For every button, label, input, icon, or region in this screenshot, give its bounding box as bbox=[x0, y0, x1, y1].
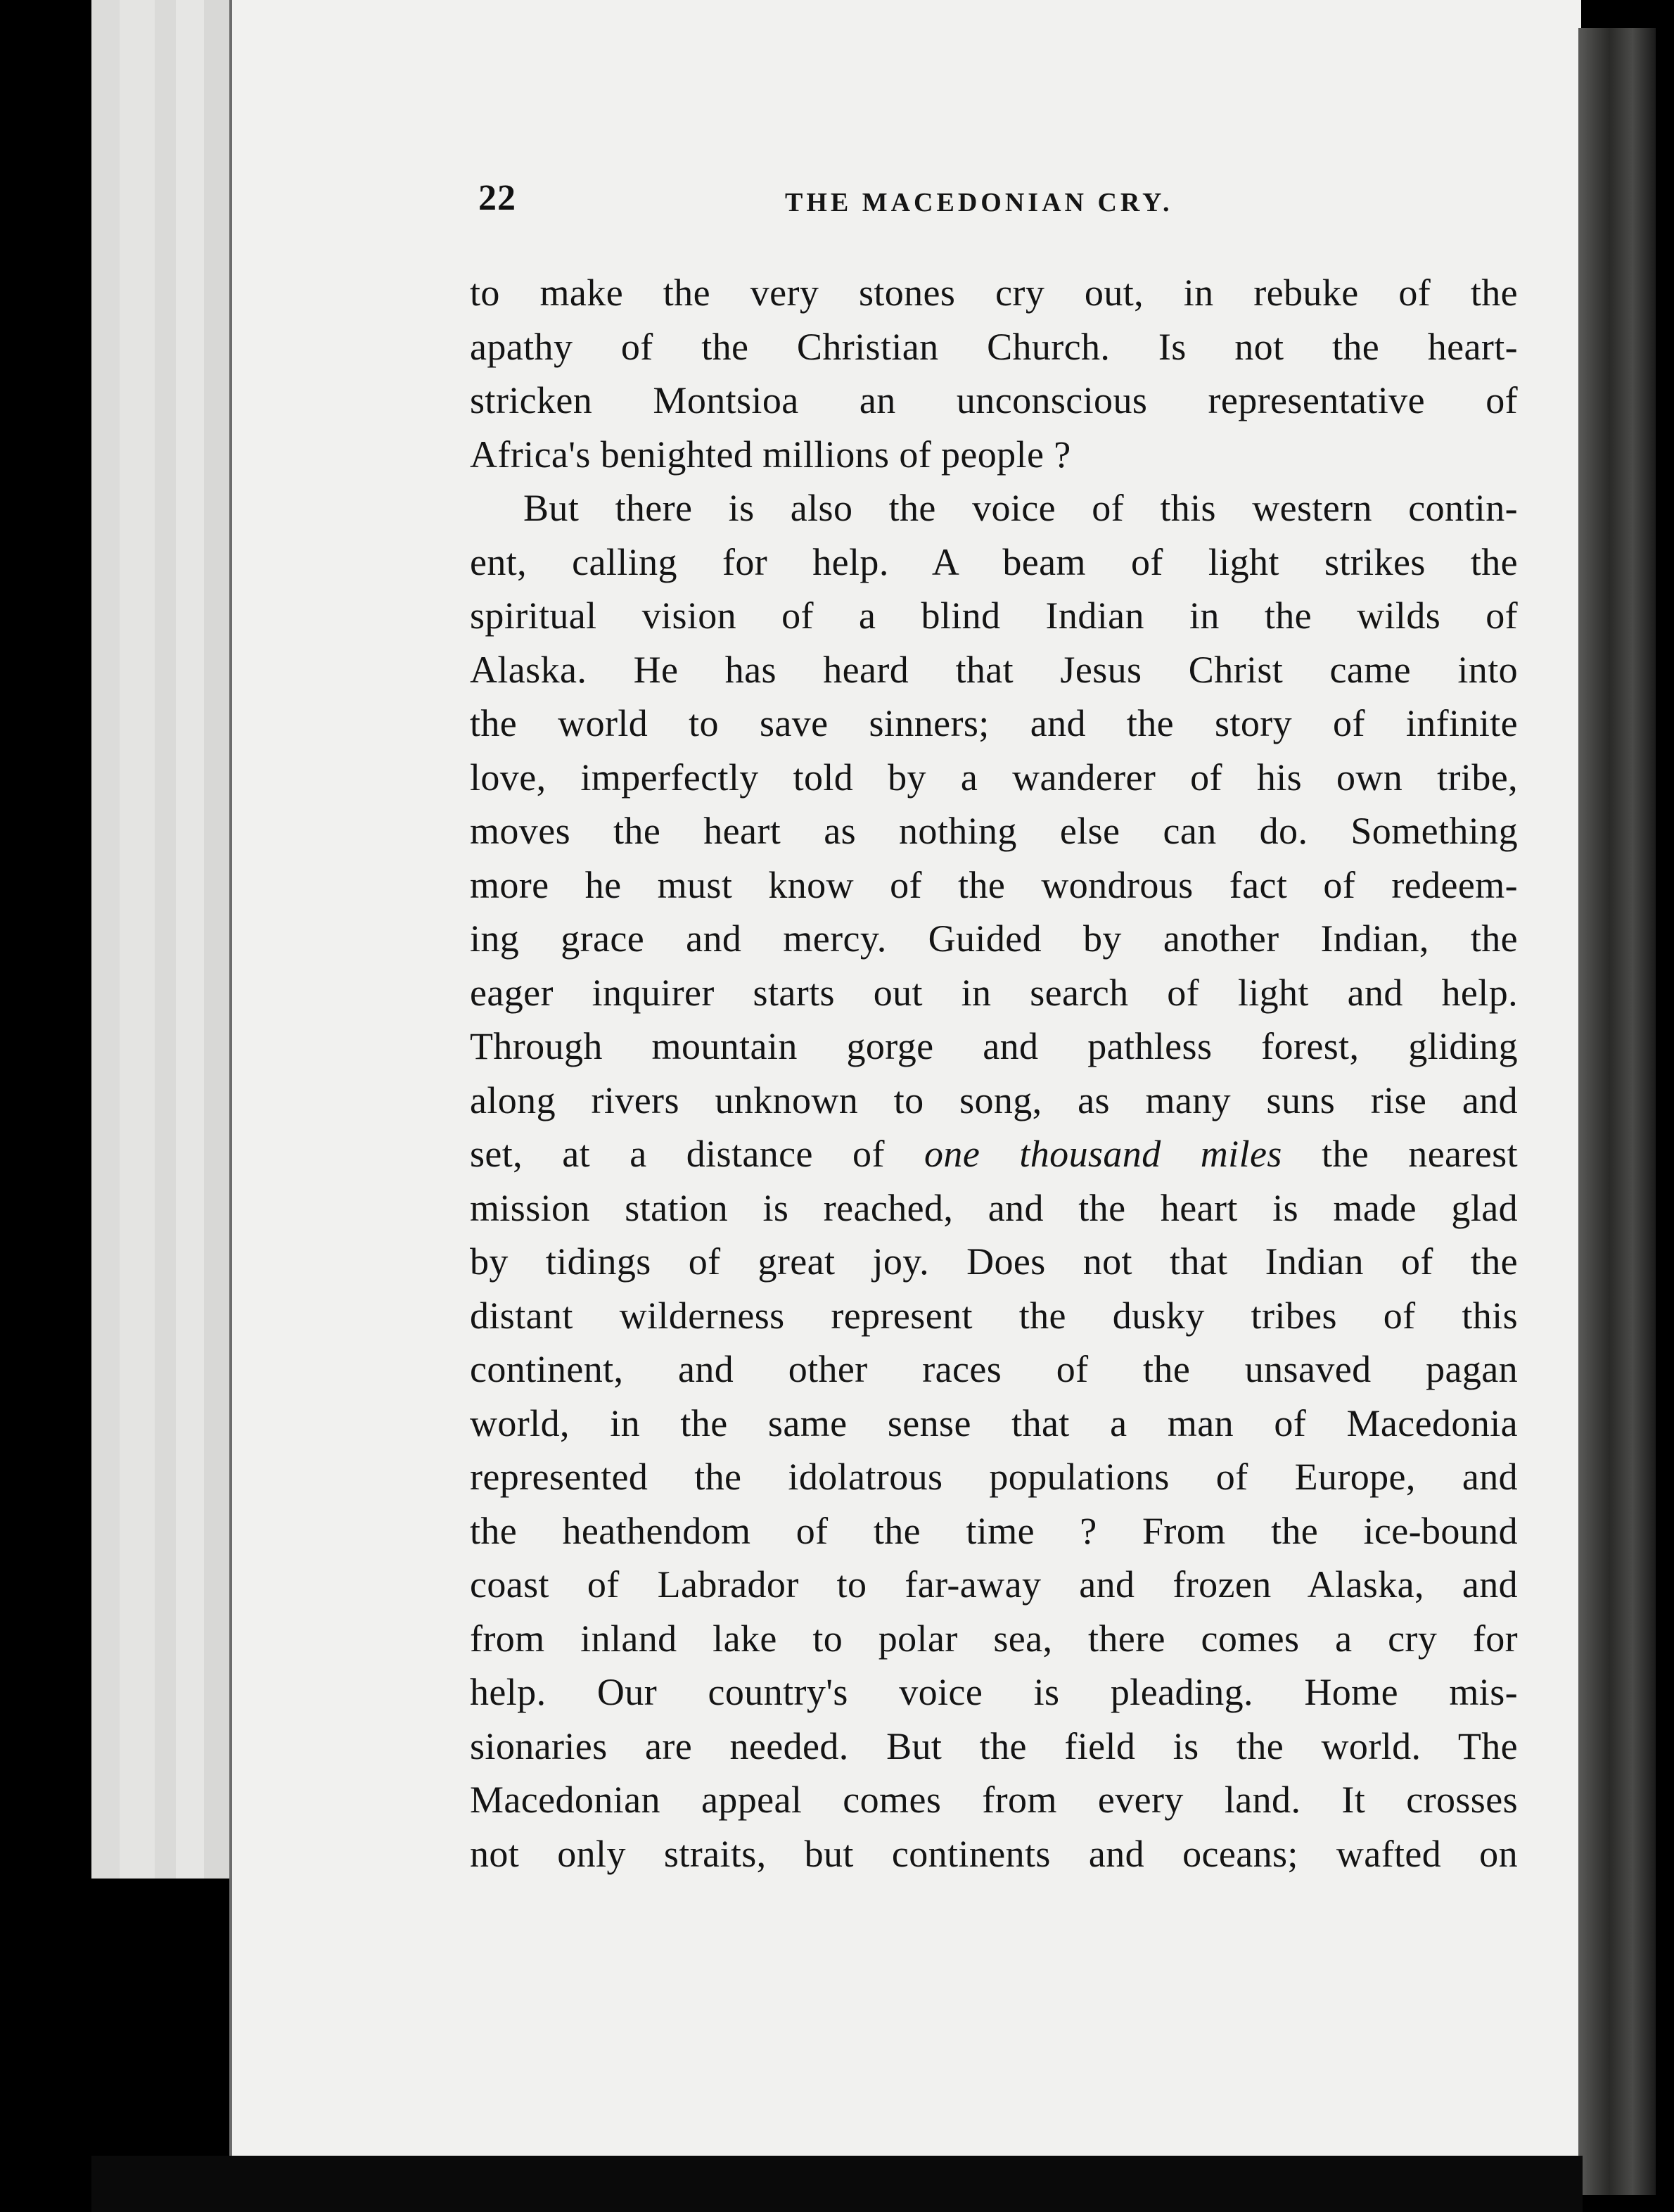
page-number: 22 bbox=[478, 178, 516, 218]
text-line: moves the heart as nothing else can do. Something bbox=[470, 810, 1518, 852]
text-line: eager inquirer starts out in search of light and help. bbox=[470, 971, 1518, 1014]
page-edge bbox=[155, 0, 177, 1879]
italic-text: one thousand miles bbox=[924, 1133, 1282, 1175]
text-line: Through mountain gorge and pathless forest, gliding bbox=[470, 1025, 1518, 1067]
page-edge bbox=[204, 0, 231, 1879]
text-line: ent, calling for help. A beam of light strikes the bbox=[470, 540, 1518, 583]
text-run: set, at a distance of bbox=[470, 1133, 925, 1175]
text-line-mixed bbox=[470, 1127, 1518, 1181]
binding-shadow bbox=[1578, 28, 1656, 2195]
text-line: mission station is reached, and the heart is made glad bbox=[470, 1186, 1518, 1229]
text-run: the nearest bbox=[1282, 1133, 1518, 1175]
text-line: to make the very stones cry out, in rebuke of the bbox=[470, 272, 1518, 314]
scan-border bbox=[91, 2156, 1583, 2212]
text-line: Macedonian appeal comes from every land. It crosses bbox=[470, 1779, 1518, 1821]
page-edge bbox=[91, 0, 121, 1879]
text-line: more he must know of the wondrous fact of redeem- bbox=[470, 863, 1518, 906]
text-line: help. Our country's voice is pleading. Home mis- bbox=[470, 1671, 1518, 1713]
running-title: THE MACEDONIAN CRY. bbox=[785, 188, 1173, 217]
text-line: spiritual vision of a blind Indian in the wilds of bbox=[470, 595, 1518, 637]
text-line: by tidings of great joy. Does not that Indian of the bbox=[470, 1240, 1518, 1283]
text-line: not only straits, but continents and oceans; wafted on bbox=[470, 1832, 1518, 1875]
text-line: along rivers unknown to song, as many suns rise and bbox=[470, 1079, 1518, 1121]
text-line: continent, and other races of the unsaved pagan bbox=[470, 1348, 1518, 1390]
text-line: from inland lake to polar sea, there comes a cry for bbox=[470, 1617, 1518, 1660]
text-line: apathy of the Christian Church. Is not the heart- bbox=[470, 325, 1518, 368]
text-line: But there is also the voice of this western contin- bbox=[523, 487, 1518, 529]
page-edge bbox=[120, 0, 156, 1879]
text-line: coast of Labrador to far-away and frozen Alaska, and bbox=[470, 1563, 1518, 1606]
text-line: stricken Montsioa an unconscious representative of bbox=[470, 379, 1518, 421]
text-line: world, in the same sense that a man of Macedonia bbox=[470, 1401, 1518, 1444]
text-line: represented the idolatrous populations of Europe, and bbox=[470, 1456, 1518, 1498]
body-text bbox=[470, 266, 1518, 1881]
text-line: the world to save sinners; and the story of infinite bbox=[470, 702, 1518, 744]
running-head bbox=[478, 177, 1519, 234]
text-line: sionaries are needed. But the field is the world. The bbox=[470, 1724, 1518, 1767]
text-line: Alaska. He has heard that Jesus Christ came into bbox=[470, 648, 1518, 691]
text-line: ing grace and mercy. Guided by another Indian, the bbox=[470, 917, 1518, 960]
text-line: the heathendom of the time ? From the ice-bound bbox=[470, 1509, 1518, 1552]
text-line: Africa's benighted millions of people ? bbox=[470, 433, 1071, 476]
text-line: distant wilderness represent the dusky tribes of this bbox=[470, 1294, 1518, 1337]
text-line: love, imperfectly told by a wanderer of his own tribe, bbox=[470, 756, 1518, 799]
page-edge bbox=[176, 0, 205, 1879]
